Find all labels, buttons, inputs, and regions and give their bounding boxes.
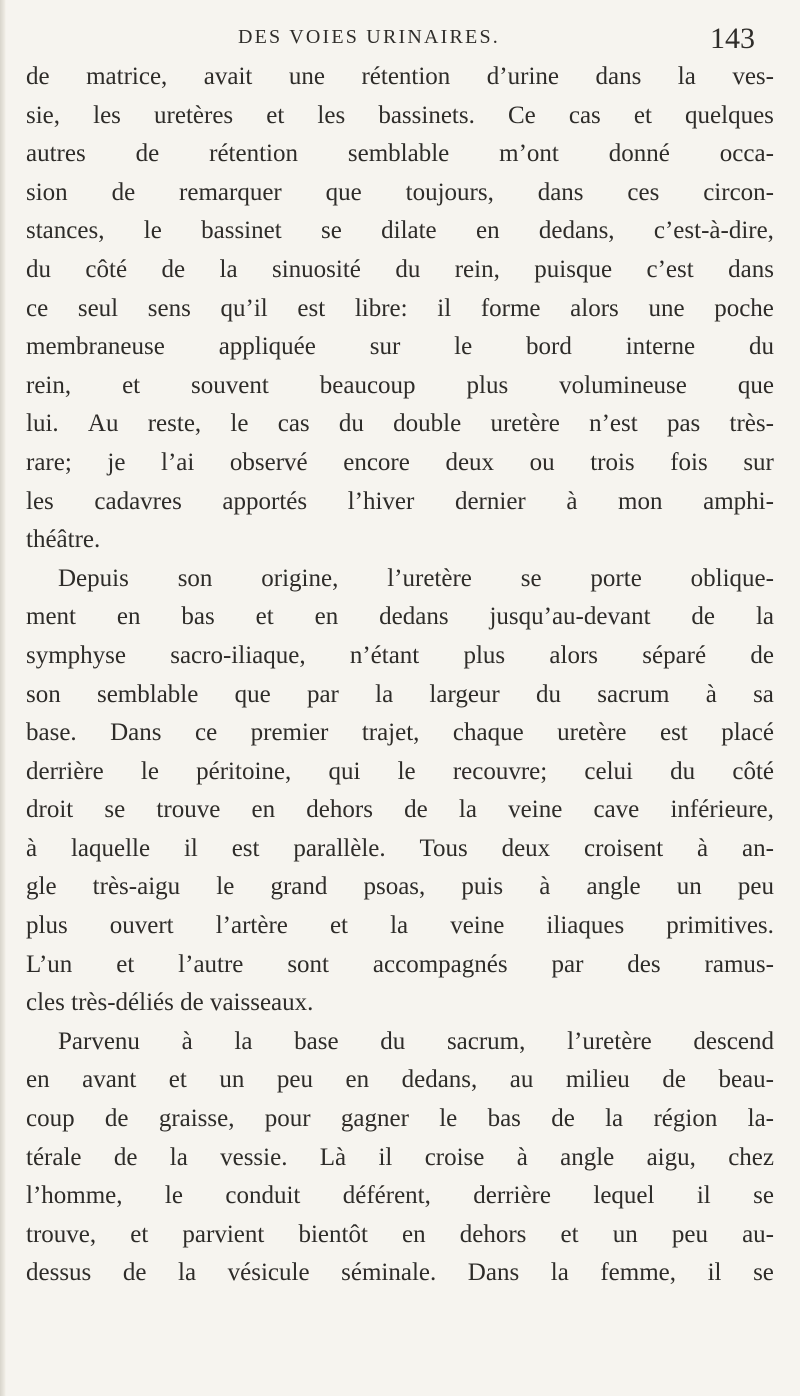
text-line: térale de la vessie. Là il croise à angle aigu, chez [26, 1143, 774, 1171]
page-header [0, 14, 800, 64]
text-line: base. Dans ce premier trajet, chaque uretère est placé [26, 719, 774, 747]
text-line: Depuis son origine, l’uretère se porte oblique- [58, 564, 774, 592]
text-line: coup de graisse, pour gagner le bas de la région la- [26, 1105, 774, 1133]
text-line: L’un et l’autre sont accompagnés par des ramus- [26, 950, 774, 978]
text-line: rare; je l’ai observé encore deux ou trois fois sur [26, 448, 774, 476]
text-line: sie, les uretères et les bassinets. Ce cas et quelques [26, 101, 774, 129]
text-line: du côté de la sinuosité du rein, puisque c’est dans [26, 255, 774, 283]
page-binding-edge [0, 0, 6, 1396]
text-line: derrière le péritoine, qui le recouvre; celui du côté [26, 757, 774, 785]
text-line: ment en bas et en dedans jusqu’au-devant de la [26, 603, 774, 631]
text-line: ce seul sens qu’il est libre: il forme alors une poche [26, 294, 774, 322]
text-line: cles très-déliés de vaisseaux. [26, 989, 314, 1017]
text-line: gle très-aigu le grand psoas, puis à angle un peu [26, 873, 774, 901]
running-head: DES VOIES URINAIRES. [238, 26, 500, 48]
text-line: autres de rétention semblable m’ont donné occa- [26, 140, 774, 168]
text-line: les cadavres apportés l’hiver dernier à mon amphi- [26, 487, 774, 515]
body-text [26, 58, 774, 1293]
text-line: plus ouvert l’artère et la veine iliaques primitives. [26, 912, 774, 940]
text-line: l’homme, le conduit déférent, derrière lequel il se [26, 1182, 774, 1210]
text-line: rein, et souvent beaucoup plus volumineuse que [26, 371, 774, 399]
page-number: 143 [710, 22, 755, 55]
text-line: stances, le bassinet se dilate en dedans, c’est-à-dire, [26, 217, 774, 245]
text-line: Parvenu à la base du sacrum, l’uretère descend [58, 1027, 774, 1055]
text-line: en avant et un peu en dedans, au milieu de beau- [26, 1066, 774, 1094]
text-line: sion de remarquer que toujours, dans ces circon- [26, 178, 774, 206]
text-line: de matrice, avait une rétention d’urine dans la ves- [26, 63, 774, 90]
text-line: trouve, et parvient bientôt en dehors et un peu au- [26, 1220, 774, 1248]
text-line: son semblable que par la largeur du sacrum à sa [26, 680, 774, 708]
text-line: théâtre. [26, 526, 101, 554]
text-line: symphyse sacro-iliaque, n’étant plus alors séparé de [26, 641, 774, 669]
text-line: dessus de la vésicule séminale. Dans la femme, il se [26, 1259, 774, 1287]
text-line: à laquelle il est parallèle. Tous deux croisent à an- [26, 834, 774, 862]
text-line: droit se trouve en dehors de la veine cave inférieure, [26, 796, 774, 824]
text-line: membraneuse appliquée sur le bord interne du [26, 333, 774, 361]
text-line: lui. Au reste, le cas du double uretère n’est pas très- [26, 410, 774, 438]
